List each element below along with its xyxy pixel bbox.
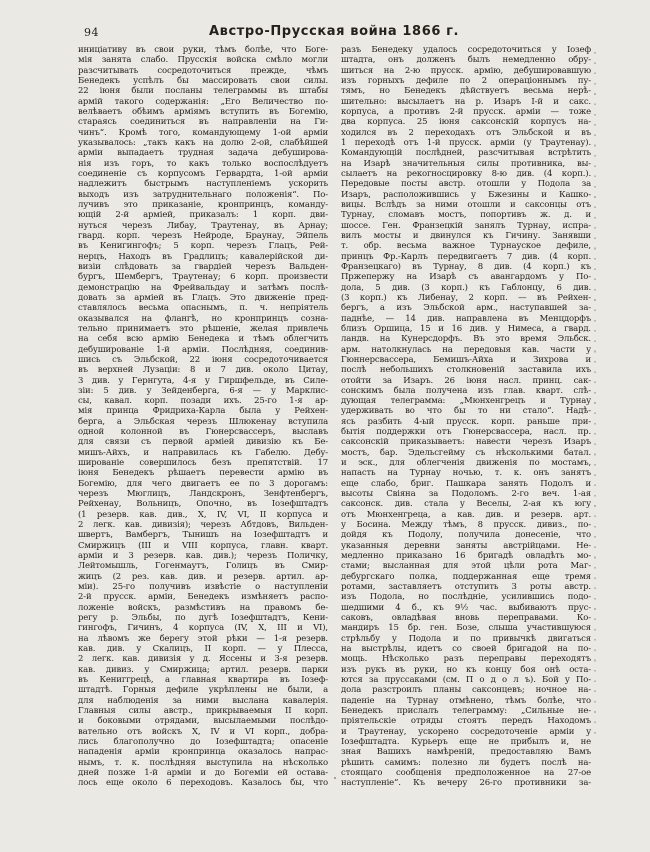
text-line: зіи: 5 див. у Зейденберга, 6-я — у Марклис- — [78, 385, 328, 396]
text-line: бытія поддержки отъ Гюнерсвассера, насл. пр. — [341, 427, 591, 438]
text-line: паднѣе, — 14 див. направлена въ Менцдорфъ — [341, 313, 591, 324]
text-line: дола, 5 див. (3 корп.) къ Габлонцу, 6 див. — [341, 282, 591, 293]
text-line: визіи слѣдовать за гвардіей черезъ Вальден- — [78, 261, 328, 272]
text-line: удерживать во что бы то ни стало“. Надѣ- — [341, 406, 591, 417]
text-line: въ верхней Лузаціи: 8 и 7 див. около Цитау, — [78, 365, 328, 376]
text-line: для связи съ первой арміей дивизію къ Бе- — [78, 437, 328, 448]
text-line: дебушированіе 1-й арміи. Послѣдняя, соединив- — [78, 344, 328, 355]
text-line: вательно отъ войскъ X, IV и VI корп., добра- — [78, 726, 328, 737]
text-line: кав. див. у Скалицъ, II корп. — у Плесса, — [78, 644, 328, 655]
text-line: указанныя деревни заняты австрійцами. Не- — [341, 540, 591, 551]
text-line: рѣшить самимъ: полезно ли будетъ послѣ на- — [341, 757, 591, 768]
text-line: лучивъ это приказаніе, кронпринцъ, команду- — [78, 199, 328, 210]
text-line: вицы. Вслѣдъ за ними отошли и саксонцы отъ — [341, 199, 591, 210]
text-line: зная Вашихъ намѣреній, предоставляю Вамъ — [341, 747, 591, 758]
text-line: саксонскій приказываетъ: навести черезъ Изаръ — [341, 437, 591, 448]
text-line: шедшими 4 б., къ 9½ час. выбиваютъ прус- — [341, 602, 591, 613]
text-line: изъ Подола, но послѣдніе, усилившись подо- — [341, 592, 591, 603]
text-line: мишъ-Айхъ, и направилась къ Габелю. Дебу- — [78, 447, 328, 458]
text-line: вилъ мосты и двинулся къ Гичину. Занявши — [341, 230, 591, 241]
text-line: шиться на 2-ю прусск. армію, дебушировавшую — [341, 65, 591, 76]
text-line: мандиръ 15 бр. ген. Бозе, слыша участившуюся — [341, 623, 591, 634]
text-line: Турнау, сломавъ мостъ, попортивъ ж. д. и — [341, 210, 591, 221]
text-line: арм. натолкнулась на передовыя кав. части у — [341, 344, 591, 355]
text-line: 3 див. у Гернгута, 4-я у Гиршфельде, въ Силе- — [78, 375, 328, 386]
text-line: довать за арміей въ Глацъ. Это движеніе пред- — [78, 292, 328, 303]
text-line: указывалось: „такъ какъ на долю 2-ой, слабѣйшей — [78, 137, 328, 148]
text-line: оказывался на флангѣ, но кронпринцъ созна- — [78, 313, 328, 324]
text-line: нерцъ, Находъ въ Градлицъ; кавалерійской ди- — [78, 251, 328, 262]
text-line: 22 іюня были посланы телеграммы въ штабы — [78, 86, 328, 97]
text-line: ротами, заставляетъ отступить 3 роты австр. — [341, 582, 591, 593]
text-line: штадта, онъ долженъ былъ немедленно обру- — [341, 55, 591, 66]
scan-dot-artifact — [334, 777, 336, 779]
text-line: надлежитъ быстрымъ наступленіемъ ускорить — [78, 179, 328, 190]
text-line: берга, а Эльбская черезъ Шлюкенау вступила — [78, 416, 328, 427]
text-line: нія изъ горъ, то какъ только воспослѣдуетъ — [78, 158, 328, 169]
text-line: 2-й прусск. арміи, Бенедекъ измѣняетъ распо- — [78, 592, 328, 603]
text-line: арміи и 3 резерв. кав. див.); черезъ Поличку, — [78, 551, 328, 562]
text-line: дола разстроилъ планы саксонцевъ; ночное на- — [341, 685, 591, 696]
text-line: на лѣвомъ же берегу этой рѣки — 1-я резерв. — [78, 633, 328, 644]
text-line: Пржепержу на Изарѣ съ авангардомъ у По- — [341, 272, 591, 283]
text-line: изъ рукъ въ руки, но къ концу боя онѣ оста- — [341, 664, 591, 675]
text-line: ясь разбить 4-ый прусск. корп. раньше при- — [341, 416, 591, 427]
text-line: ходился въ 2 переходахъ отъ Эльбской и въ — [341, 127, 591, 138]
text-line: Гюннерсвассера, Бемишъ-Айха и Зихрова и — [341, 354, 591, 365]
text-line: дебургскаго полка, поддержанная еще тремя — [341, 571, 591, 582]
text-line: дойдя къ Подолу, получила донесеніе, что — [341, 530, 591, 541]
text-line: дней позже 1-й арміи и до Богеміи ей остава- — [78, 767, 328, 778]
text-line: нападенія арміи кронпринца оказалось напрас- — [78, 747, 328, 758]
text-line: на себя всю армію Бенедека и тѣмъ облегчить — [78, 334, 328, 345]
text-line: ставлялось весьма опаснымъ, п. ч. непріятель — [78, 303, 328, 314]
text-line: мія принца Фридриха-Карла была у Рейхен- — [78, 406, 328, 417]
text-line: саковъ, овладѣвая вновь переправами. Ко- — [341, 613, 591, 624]
text-line: стоящаго сообщенія предположенное на 27-ое — [341, 767, 591, 778]
text-line: лось еще около 6 переходовъ. Казалось бы, что — [78, 778, 328, 789]
text-line: кав. дивиз. у Смиржица; артил. резерв. парки — [78, 664, 328, 675]
text-line: высоты Свіяна за Подоломъ. 2-го веч. 1-ая — [341, 489, 591, 500]
text-line: мостъ, бар. Эдельсгейму съ нѣсколькими батал. — [341, 447, 591, 458]
text-line: штадтѣ. Горныя дефиле укрѣплены не были, а — [78, 685, 328, 696]
text-line: разсчитывать сосредоточиться прежде, чѣмъ — [78, 65, 328, 76]
text-line: въ Кениггрецѣ, а главная квартира въ Іозеф- — [78, 675, 328, 686]
text-line: нымъ, т. к. послѣдняя выступила на нѣсколько — [78, 757, 328, 768]
text-line: ющій 2-й арміей, приказалъ: 1 корп. дви- — [78, 210, 328, 221]
text-line: тельно принимаетъ это рѣшеніе, желая привлечь — [78, 323, 328, 334]
text-line: Рейхенау, Вольницъ, Опочно, въ Іозефштадтъ — [78, 499, 328, 510]
text-line: армій такого содержанія: „Его Величество по- — [78, 96, 328, 107]
text-line: нуться черезъ Либау, Траутенау, въ Арнау; — [78, 220, 328, 231]
text-line: выходъ изъ затруднительнаго положенія“. По- — [78, 189, 328, 200]
text-line: шоссе. Ген. Франзецкій занялъ Турнау, испра- — [341, 220, 591, 231]
text-line: изъ горныхъ дефиле по 2 операціоннымъ пу- — [341, 75, 591, 86]
text-line: Передовые посты австр. отошли у Подола за — [341, 179, 591, 190]
text-line: послѣ небольшихъ столкновеній заставила ихъ — [341, 365, 591, 376]
text-line: пріятельскіе отряды стоятъ передъ Находомъ — [341, 716, 591, 727]
text-line: бергъ, а изъ Эльбской арм., наступавшей за- — [341, 303, 591, 314]
text-line: мощь. Нѣсколько разъ переправы переходятъ — [341, 654, 591, 665]
text-line: Изаръ, расположившись у Бжезины и Кашко- — [341, 189, 591, 200]
text-line: (3 корп.) къ Либенау, 2 корп. — въ Рейхен- — [341, 292, 591, 303]
text-line: швертъ, Вамбергъ, Тынишъ на Іозефштадтъ и — [78, 530, 328, 541]
text-line: наступленіе“. Къ вечеру 26-го противники за- — [341, 778, 591, 789]
left-column — [78, 45, 328, 789]
text-line: Франзецкаго) въ Турнау, 8 див. (4 корп.) къ — [341, 261, 591, 272]
text-line: въ Кенигингофъ; 5 корп. черезъ Глацъ, Рей- — [78, 241, 328, 252]
text-line: Бенедекъ успѣлъ бы массировать свои силы. — [78, 75, 328, 86]
text-line: бургъ, Шембергъ, Траутенау; 6 корп. произвести — [78, 272, 328, 283]
text-line: стами; высланная для этой цѣли рота Маг- — [341, 561, 591, 572]
text-line: ложеніе войскъ, размѣстивъ на правомъ бе- — [78, 602, 328, 613]
text-line: Іозефштадта. Курьеръ еще не прибылъ и, не — [341, 736, 591, 747]
text-line: принцъ Фр.-Карлъ передвигаетъ 7 див. (4 корп. — [341, 251, 591, 262]
text-line: арміи выпадаетъ трудная задача дебуширова- — [78, 148, 328, 159]
text-line: шись съ Эльбской, 22 іюня сосредоточивается — [78, 354, 328, 365]
text-line: на Изарѣ значительныя силы противника, вы- — [341, 158, 591, 169]
text-line: ются за пруссаками (см. П о д о л ъ). Бой у По- — [341, 675, 591, 686]
text-line: (1 резерв. кав. див., X, IV, VI, II корпуса и — [78, 509, 328, 520]
text-line: т. обр. весьма важное Турнауское дефиле, — [341, 241, 591, 252]
text-line: лись благополучно до Іозефштадта; опасеніе — [78, 736, 328, 747]
text-line: напасть на Турнау ночью, т. к. онъ занятъ — [341, 468, 591, 479]
text-line: Богемію, для чего двигаетъ ее по 3 дорогамъ: — [78, 478, 328, 489]
text-line: отойти за Изаръ. 26 іюня насл. принц. сак- — [341, 375, 591, 386]
text-line: черезъ Мюглицъ, Ландскронъ, Зенфтенбергъ, — [78, 489, 328, 500]
text-line: соединеніе съ корпусомъ Гервардта, 1-ой арміи — [78, 168, 328, 179]
text-line: разъ Бенедеку удалось сосредоточиться у Іозеф — [341, 45, 591, 55]
text-line: и Траутенау, ускорено сосредоточеніе арміи у — [341, 726, 591, 737]
text-line: Лейтомышль, Гогенмаутъ, Голицъ въ Смир- — [78, 561, 328, 572]
text-line: близъ Оршица, 15 и 16 див. у Нимеса, а гвард. — [341, 323, 591, 334]
scan-edge-artifact — [594, 52, 596, 742]
text-line: тямъ, но Бенедекъ дѣйствуетъ весьма нерѣ- — [341, 86, 591, 97]
text-line: на выстрѣлы, идетъ со своей бригадой на по- — [341, 644, 591, 655]
text-line: саксонск. див. стала у Веселы, 2-ая къ югу — [341, 499, 591, 510]
text-line: мія занята слабо. Прусскія войска смѣло могли — [78, 55, 328, 66]
text-line: у Босина. Между тѣмъ, 8 прусск. дивиз., по- — [341, 520, 591, 531]
text-line: сы, кавал. корп. позади ихъ. 25-го 1-я ар- — [78, 396, 328, 407]
text-line: жицъ (2 рез. кав. див. и резерв. артил. ар- — [78, 571, 328, 582]
text-line: и боковыми отрядами, высылаемыми послѣдо- — [78, 716, 328, 727]
text-line: міи). 25-го получивъ извѣстіе о наступленіи — [78, 582, 328, 593]
text-line: шированіе совершилось безъ препятствій. 17 — [78, 458, 328, 469]
text-line: сонскимъ была получена изъ глав. кварт. слѣ- — [341, 385, 591, 396]
text-line: одной колонной въ Гюнерсвассеръ, выславъ — [78, 427, 328, 438]
text-line: для наблюденія за ними выслана кавалерія. — [78, 695, 328, 706]
text-line: чинъ“. Кромѣ того, командующему 1-ой арміи — [78, 127, 328, 138]
text-line: паденіе на Турнау отмѣнено, тѣмъ болѣе, что — [341, 695, 591, 706]
text-line: еще слабо, бриг. Пашкара занять Подолъ и — [341, 478, 591, 489]
text-line: и эск., для облегченія движенія по мостамъ, — [341, 458, 591, 469]
right-column — [341, 45, 591, 789]
text-line: медленно приказано 16 бригадѣ овладѣть мо- — [341, 551, 591, 562]
text-line: 2 легк. кав. дивизія); черезъ Абтдовъ, Вильден- — [78, 520, 328, 531]
page-header: Австро-Прусская война 1866 г. — [208, 24, 460, 39]
text-line: шительно: высылаетъ на р. Изаръ I-й и сакс. — [341, 96, 591, 107]
text-line: сылаетъ на рекогносцировку 8-ю див. (4 корп.). — [341, 168, 591, 179]
text-line: Главныя силы австр., прикрываемыя II корп. — [78, 706, 328, 716]
text-line: ландв. на Кунерсдорфъ. Въ это время Эльбск. — [341, 334, 591, 345]
text-line: иниціативу въ свои руки, тѣмъ болѣе, что Боге- — [78, 45, 328, 55]
text-line: стараясь соединиться въ направленіи на Ги- — [78, 117, 328, 128]
text-columns — [78, 45, 591, 789]
text-line: гингофъ, Гичинъ, 4 корпуса (IV, X, III и VI), — [78, 623, 328, 634]
text-line: іюня Бенедекъ рѣшаетъ перевести армію въ — [78, 468, 328, 479]
text-line: Смиржицъ (III и VIII корпуса, главн. кварт. — [78, 540, 328, 551]
text-line: отъ Мюнхенгреца, а кав. див. и резерв. арт. — [341, 509, 591, 520]
text-line: велѣваетъ обѣимъ арміямъ вступить въ Богемію, — [78, 106, 328, 117]
text-line: Бенедекъ прислалъ телеграмму: „Сильные не- — [341, 706, 591, 716]
text-line: корпуса, а противъ 2-й прусск. арміи — тоже — [341, 106, 591, 117]
text-line: два корпуса. 25 іюня саксонскій корпусъ на- — [341, 117, 591, 128]
text-line: 1 переходѣ отъ 1-й прусск. арміи (у Траутенау). — [341, 137, 591, 148]
text-line: гвард. корп. черезъ Нейроде, Браунау, Эйпель — [78, 230, 328, 241]
page-number: 94 — [84, 26, 99, 39]
text-line: дующая телеграмма: „Мюнхенгрецъ и Турнау — [341, 396, 591, 407]
text-line: регу р. Эльбы, по дугѣ Іозефштадтъ, Кени- — [78, 613, 328, 624]
text-line: 2 легк. кав. дивизія у д. Яссены и 3-я резерв. — [78, 654, 328, 665]
text-line: стрѣльбу у Подола и по привычкѣ двигаться — [341, 633, 591, 644]
text-line: Командующій послѣдней, разсчитывая встрѣтить — [341, 148, 591, 159]
text-line: демонстрацію на Фрейвальдау и затѣмъ послѣ- — [78, 282, 328, 293]
